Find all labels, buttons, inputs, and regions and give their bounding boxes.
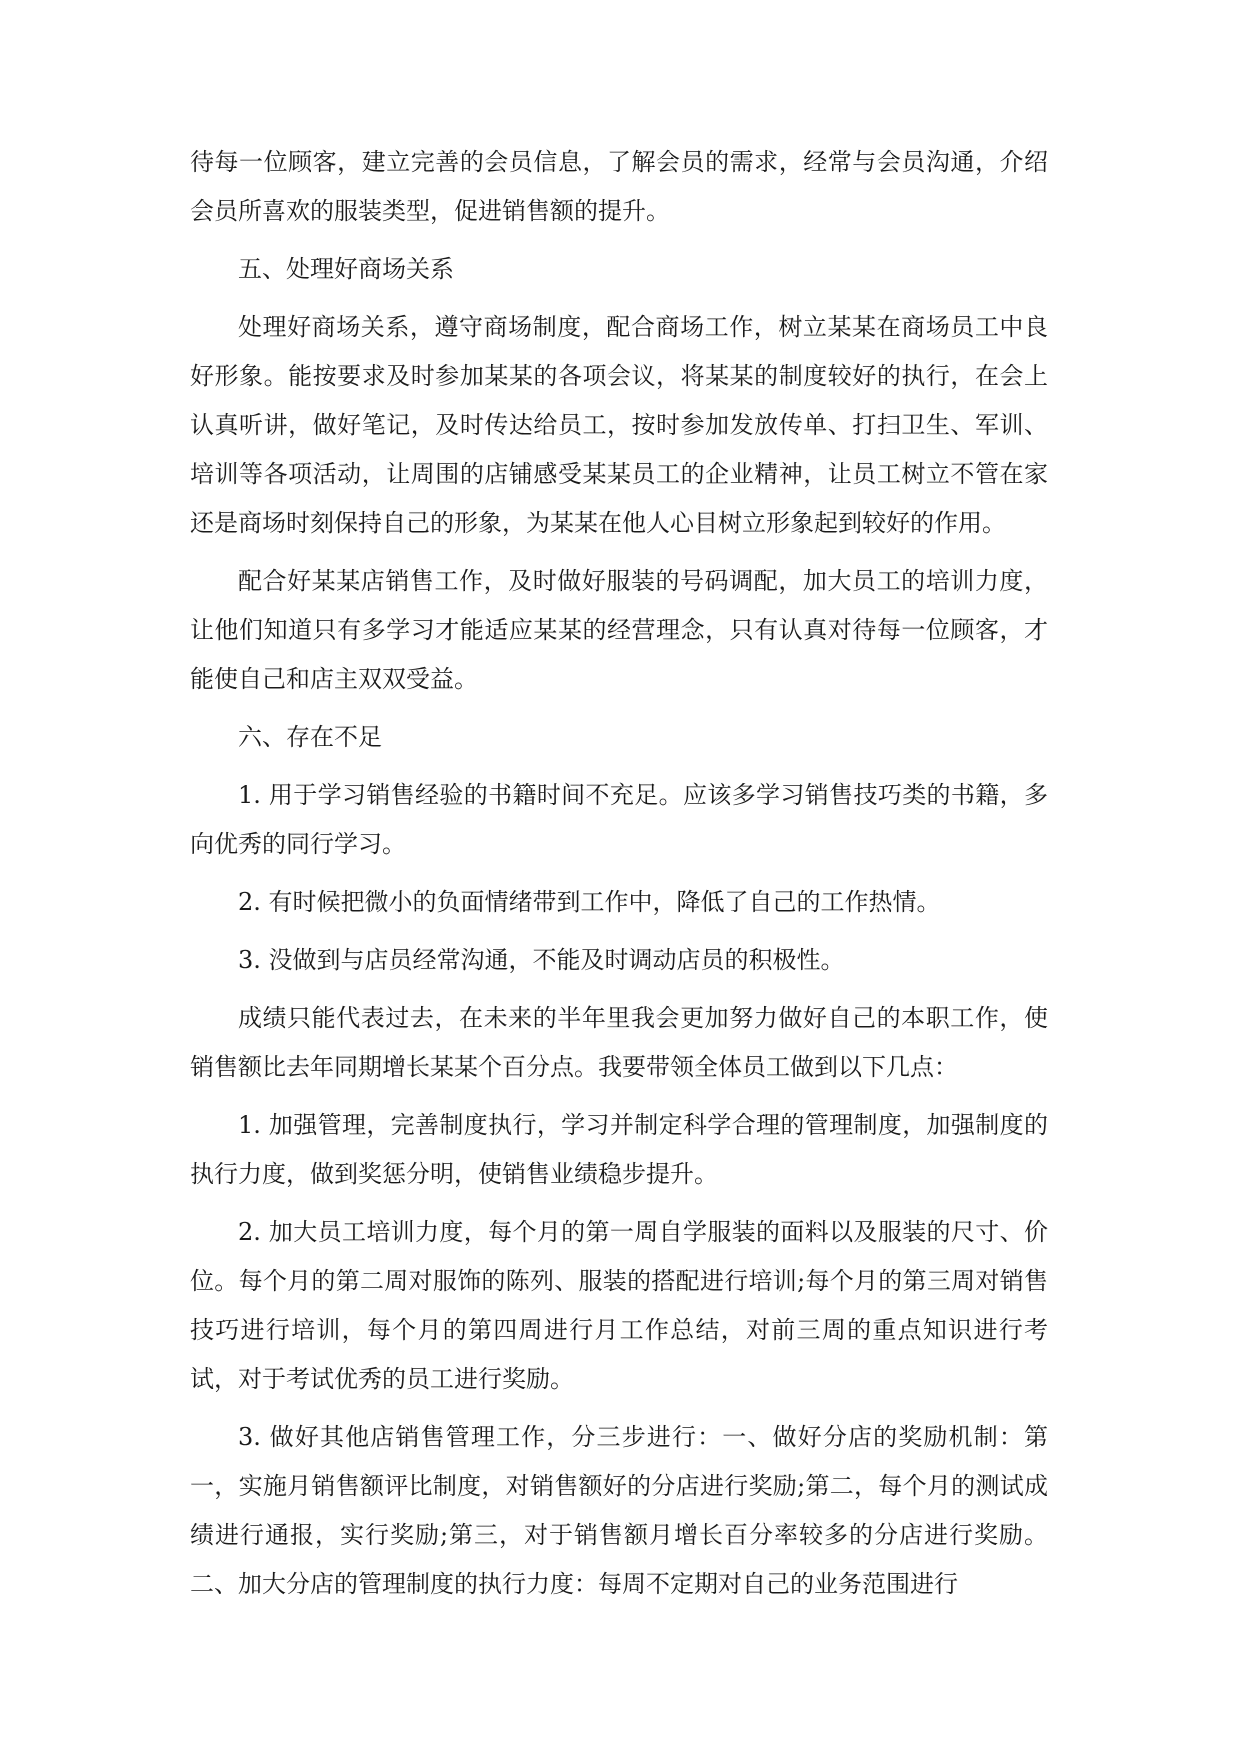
paragraph: 配合好某某店销售工作，及时做好服装的号码调配，加大员工的培训力度，让他们知道只有多学习才能适应某某的经营理念，只有认真对待每一位顾客，才能使自己和店主双双受益。 [190,567,1048,693]
list-item: 1. 用于学习销售经验的书籍时间不充足。应该多学习销售技巧类的书籍，多向优秀的同行学习。 [190,781,1048,858]
paragraph-continuation: 待每一位顾客，建立完善的会员信息，了解会员的需求，经常与会员沟通，介绍会员所喜欢的服装类型，促进销售额的提升。 [190,148,1048,225]
paragraph: 成绩只能代表过去，在未来的半年里我会更加努力做好自己的本职工作，使销售额比去年同期增长某某个百分点。我要带领全体员工做到以下几点： [190,1004,1048,1081]
document-body [190,138,1048,1618]
section-heading-6: 六、存在不足 [238,723,382,751]
list-item: 3. 做好其他店销售管理工作，分三步进行：一、做好分店的奖励机制：第一，实施月销售额评比制度，对销售额好的分店进行奖励;第二，每个月的测试成绩进行通报，实行奖励;第三，对于销售额月增长百分率较多的分店进行奖励。二、加大分店的管理制度的执行力度：每周不定期对自己的业务范围进行 [190,1423,1048,1598]
list-item: 3. 没做到与店员经常沟通，不能及时调动店员的积极性。 [238,946,845,974]
list-item: 2. 有时候把微小的负面情绪带到工作中，降低了自己的工作热情。 [238,888,941,916]
list-item: 2. 加大员工培训力度，每个月的第一周自学服装的面料以及服装的尺寸、价位。每个月的第二周对服饰的陈列、服装的搭配进行培训;每个月的第三周对销售技巧进行培训，每个月的第四周进行月工作总结，对前三周的重点知识进行考试，对于考试优秀的员工进行奖励。 [190,1218,1048,1393]
paragraph: 处理好商场关系，遵守商场制度，配合商场工作，树立某某在商场员工中良好形象。能按要求及时参加某某的各项会议，将某某的制度较好的执行，在会上认真听讲，做好笔记，及时传达给员工，按时参加发放传单、打扫卫生、军训、培训等各项活动，让周围的店铺感受某某员工的企业精神，让员工树立不管在家还是商场时刻保持自己的形象，为某某在他人心目树立形象起到较好的作用。 [190,313,1048,537]
section-heading-5: 五、处理好商场关系 [238,255,454,283]
list-item: 1. 加强管理，完善制度执行，学习并制定科学合理的管理制度，加强制度的执行力度，做到奖惩分明，使销售业绩稳步提升。 [190,1111,1048,1188]
